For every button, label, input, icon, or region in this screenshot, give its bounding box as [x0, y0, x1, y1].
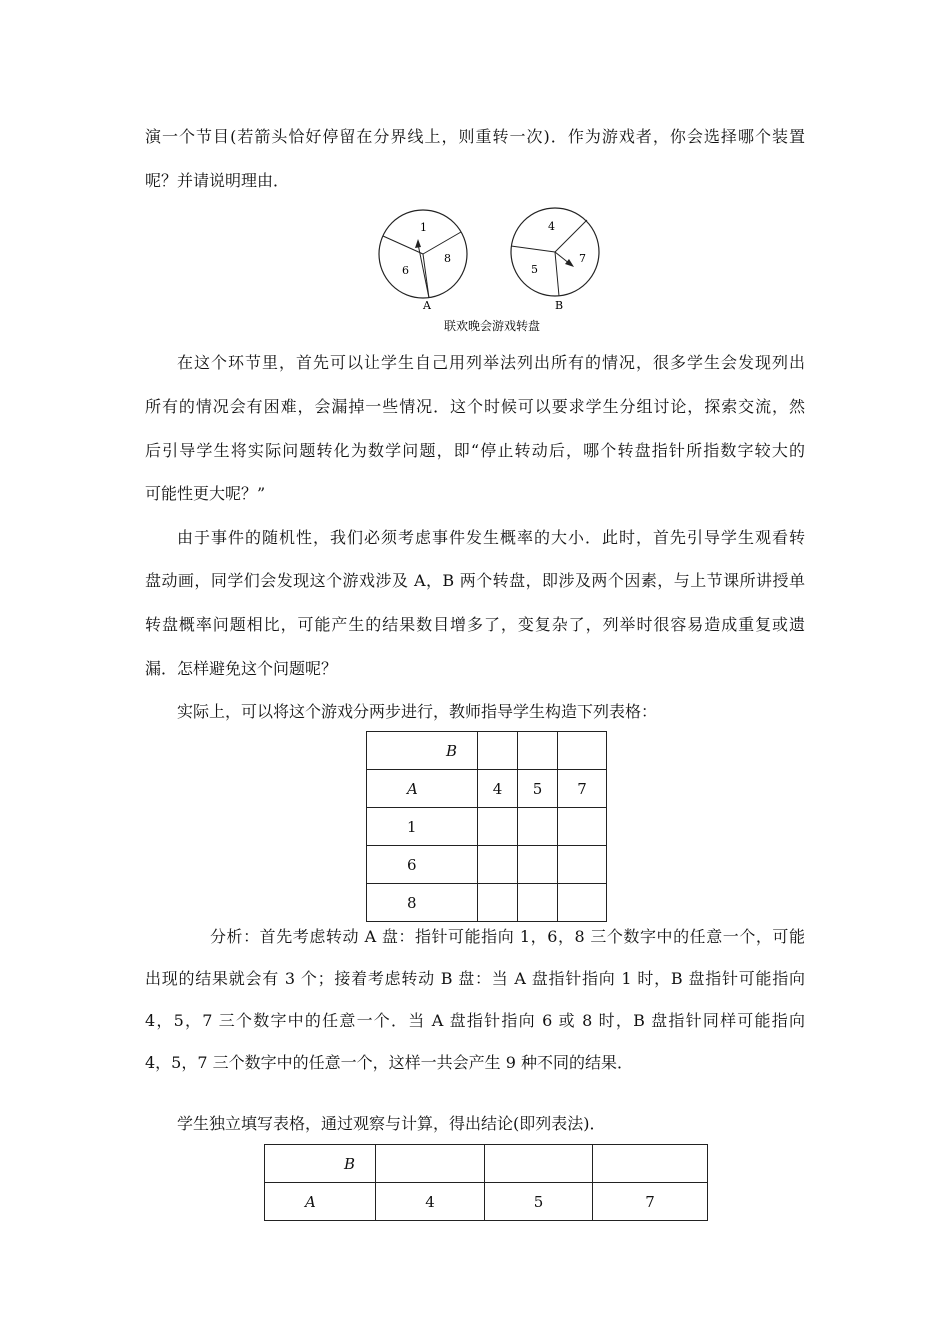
text-line: 转盘概率问题相比，可能产生的结果数目增多了，变复杂了，列举时很容易造成重复或遗	[145, 615, 805, 634]
table-row-header: 6	[367, 846, 478, 884]
spinner-a-number: 6	[402, 264, 409, 277]
outcome-table-filled	[264, 1144, 708, 1221]
table-cell	[485, 1145, 593, 1183]
text-line: 演一个节目(若箭头恰好停留在分界线上，则重转一次)．作为游戏者，你会选择哪个装置	[145, 127, 805, 146]
table-cell	[478, 846, 518, 884]
table-corner-b: B	[265, 1145, 376, 1183]
spinner-b-number: 4	[548, 220, 555, 233]
table-col-header: 4	[478, 770, 518, 808]
spinner-a-number: 1	[420, 221, 427, 234]
table-cell	[478, 732, 518, 770]
spinner-b-label: B	[555, 299, 564, 312]
spinner-b	[511, 208, 599, 312]
table-cell	[518, 732, 558, 770]
text-line: 由于事件的随机性，我们必须考虑事件发生概率的大小．此时，首先引导学生观看转	[177, 528, 805, 547]
table-cell	[558, 846, 607, 884]
text-line: 后引导学生将实际问题转化为数学问题，即“停止转动后，哪个转盘指针所指数字较大的	[145, 441, 805, 460]
text-line: 所有的情况会有困难，会漏掉一些情况．这个时候可以要求学生分组讨论，探索交流，然	[145, 397, 805, 416]
table-cell	[478, 884, 518, 922]
spinner-a-number: 8	[444, 252, 451, 265]
table-corner-a: A	[367, 770, 478, 808]
text-line: 可能性更大呢？”	[145, 484, 266, 503]
table-cell	[593, 1145, 708, 1183]
figure-caption: 联欢晚会游戏转盘	[444, 319, 541, 333]
table-row-header: 8	[367, 884, 478, 922]
text-line: 4，5，7 三个数字中的任意一个．当 A 盘指针指向 6 或 8 时，B 盘指针同样可能指向	[145, 1011, 805, 1030]
paragraph-5: 学生独立填写表格，通过观察与计算，得出结论(即列表法)．	[177, 1114, 606, 1133]
spinner-a	[379, 210, 467, 312]
table-cell	[518, 808, 558, 846]
paragraph-4: 实际上，可以将这个游戏分两步进行，教师指导学生构造下列表格：	[177, 702, 658, 721]
table-col-header: 5	[485, 1183, 593, 1221]
text-line: 4，5，7 三个数字中的任意一个，这样一共会产生 9 种不同的结果．	[145, 1053, 633, 1072]
table-corner-b: B	[367, 732, 478, 770]
table-col-header: 7	[558, 770, 607, 808]
text-line: 出现的结果就会有 3 个；接着考虑转动 B 盘：当 A 盘指针指向 1 时，B 盘指针可能指向	[145, 969, 805, 988]
table-col-header: 7	[593, 1183, 708, 1221]
table-cell	[558, 808, 607, 846]
table-cell	[478, 808, 518, 846]
text-line: 在这个环节里，首先可以让学生自己用列举法列出所有的情况，很多学生会发现列出	[177, 353, 805, 372]
table-cell	[518, 846, 558, 884]
table-col-header: 4	[376, 1183, 485, 1221]
table-col-header: 5	[518, 770, 558, 808]
table-cell	[558, 884, 607, 922]
spinner-b-number: 7	[579, 252, 586, 265]
spinner-figure	[365, 196, 605, 336]
spinner-a-label: A	[423, 299, 431, 312]
text-line: 盘动画，同学们会发现这个游戏涉及 A，B 两个转盘，即涉及两个因素，与上节课所讲授单	[145, 571, 805, 590]
table-cell	[558, 732, 607, 770]
table-row-header: 1	[367, 808, 478, 846]
table-corner-a: A	[265, 1183, 376, 1221]
text-line: 分析：首先考虑转动 A 盘：指针可能指向 1，6，8 三个数字中的任意一个，可能	[210, 927, 805, 946]
table-cell	[376, 1145, 485, 1183]
table-cell	[518, 884, 558, 922]
spinner-b-number: 5	[531, 263, 538, 276]
outcome-table-empty	[366, 731, 607, 922]
text-line: 漏．怎样避免这个问题呢？	[145, 659, 338, 678]
text-line: 呢？并请说明理由．	[145, 171, 290, 190]
